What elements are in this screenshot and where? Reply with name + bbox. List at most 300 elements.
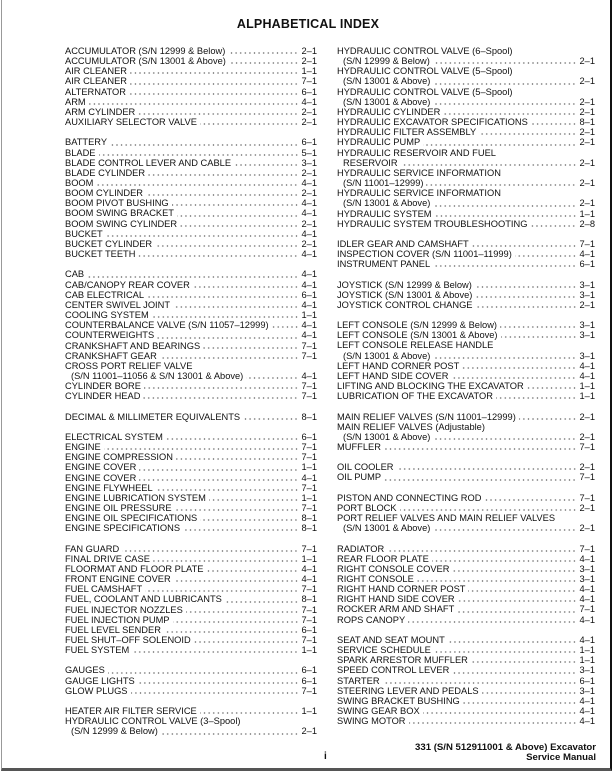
index-entry[interactable] bbox=[65, 178, 317, 188]
index-entry-line bbox=[337, 137, 595, 147]
index-entry-line bbox=[65, 564, 317, 574]
index-entry-title: JOYSTICK (S/N 13001 & Above) bbox=[337, 289, 473, 300]
index-entry[interactable] bbox=[337, 148, 595, 168]
index-entry-page[interactable]: 4–1 bbox=[579, 706, 595, 717]
index-entry-page[interactable]: 7–1 bbox=[301, 634, 317, 645]
index-entry[interactable] bbox=[65, 716, 317, 736]
index-entry-page[interactable]: 1–1 bbox=[301, 66, 317, 77]
index-entry-title: (S/N 13001 & Above) bbox=[343, 198, 431, 209]
index-entry-title: AIR CLEANER bbox=[65, 66, 127, 77]
index-entry[interactable] bbox=[337, 371, 595, 381]
index-entry[interactable] bbox=[337, 645, 595, 655]
index-entry[interactable] bbox=[65, 574, 317, 584]
index-entry-page[interactable]: 7–1 bbox=[301, 381, 317, 392]
index-entry-page[interactable]: 3–1 bbox=[301, 157, 317, 168]
index-entry-page[interactable]: 1–1 bbox=[579, 645, 595, 656]
index-entry[interactable] bbox=[337, 117, 595, 127]
index-entry[interactable] bbox=[65, 56, 317, 66]
index-entry-page[interactable]: 1–1 bbox=[301, 645, 317, 656]
index-entry[interactable] bbox=[65, 168, 317, 178]
index-entry-page[interactable]: 5–1 bbox=[301, 147, 317, 158]
index-entry[interactable] bbox=[65, 513, 317, 523]
dot-leader bbox=[500, 326, 576, 328]
index-entry-page[interactable]: 2–1 bbox=[301, 167, 317, 178]
index-entry-page[interactable]: 8–1 bbox=[301, 523, 317, 534]
index-entry-page[interactable]: 3–1 bbox=[579, 279, 595, 290]
index-entry-page[interactable]: 2–1 bbox=[301, 106, 317, 117]
index-entry[interactable] bbox=[65, 493, 317, 503]
index-entry-page[interactable]: 7–1 bbox=[301, 340, 317, 351]
index-entry-page[interactable]: 2–1 bbox=[579, 198, 595, 209]
index-entry[interactable] bbox=[65, 351, 317, 361]
index-entry-page[interactable]: 3–1 bbox=[579, 320, 595, 331]
index-entry-page[interactable]: 3–1 bbox=[579, 350, 595, 361]
dot-leader bbox=[174, 580, 299, 582]
index-entry[interactable] bbox=[337, 676, 595, 686]
index-entry-page[interactable]: 4–1 bbox=[301, 178, 317, 189]
index-entry-page[interactable]: 2–1 bbox=[301, 726, 317, 737]
index-entry-line bbox=[65, 706, 317, 716]
index-entry-title: SWING BRACKET BUSHING bbox=[337, 695, 460, 706]
index-entry[interactable] bbox=[65, 330, 317, 340]
index-entry-page[interactable]: 2–1 bbox=[579, 127, 595, 138]
index-entry[interactable] bbox=[337, 574, 595, 584]
group-spacer bbox=[337, 452, 595, 462]
index-entry[interactable] bbox=[65, 462, 317, 472]
index-entry-title: PISTON AND CONNECTING ROD bbox=[337, 492, 482, 503]
index-entry[interactable] bbox=[337, 290, 595, 300]
index-entry-page[interactable]: 7–1 bbox=[301, 452, 317, 463]
index-entry-page[interactable]: 4–1 bbox=[579, 370, 595, 381]
index-entry-title: CROSS PORT RELIEF VALVE bbox=[65, 360, 193, 371]
index-entry[interactable] bbox=[337, 107, 595, 117]
index-entry[interactable] bbox=[337, 564, 595, 574]
index-entry-title: HYDRAULIC RESERVOIR AND FUEL bbox=[337, 147, 496, 158]
index-entry[interactable] bbox=[65, 137, 317, 147]
index-entry[interactable] bbox=[65, 198, 317, 208]
index-entry-page[interactable]: 2–1 bbox=[301, 238, 317, 249]
index-entry[interactable] bbox=[65, 605, 317, 615]
index-entry-page[interactable]: 7–1 bbox=[579, 492, 595, 503]
index-entry-page[interactable]: 2–1 bbox=[579, 502, 595, 513]
dot-leader bbox=[106, 235, 299, 237]
index-entry-title: GAUGES bbox=[65, 665, 105, 676]
index-entry-page[interactable]: 6–1 bbox=[301, 624, 317, 635]
index-entry[interactable] bbox=[65, 483, 317, 493]
index-entry[interactable] bbox=[337, 635, 595, 645]
index-entry-title: MAIN RELIEF VALVES (Adjustable) bbox=[337, 421, 485, 432]
index-entry[interactable] bbox=[337, 137, 595, 147]
index-entry[interactable] bbox=[65, 269, 317, 279]
dot-leader bbox=[423, 712, 577, 714]
index-entry[interactable] bbox=[65, 391, 317, 401]
index-entry-page[interactable]: 2–1 bbox=[579, 299, 595, 310]
index-entry-page[interactable]: 6–1 bbox=[301, 431, 317, 442]
page-title: ALPHABETICAL INDEX bbox=[236, 17, 380, 31]
index-entry-page[interactable]: 2–1 bbox=[301, 56, 317, 67]
index-entry[interactable] bbox=[337, 46, 595, 66]
index-entry-line bbox=[337, 493, 595, 503]
index-entry-page[interactable]: 2–1 bbox=[579, 178, 595, 189]
index-entry-page[interactable]: 3–1 bbox=[579, 665, 595, 676]
index-entry-page[interactable]: 2–1 bbox=[301, 117, 317, 128]
index-entry[interactable] bbox=[65, 107, 317, 117]
index-entry-page[interactable]: 4–1 bbox=[579, 716, 595, 727]
dot-leader bbox=[401, 164, 577, 166]
index-entry-line bbox=[337, 513, 595, 523]
index-entry[interactable] bbox=[65, 594, 317, 604]
index-entry-line bbox=[337, 665, 595, 675]
index-entry-page[interactable]: 6–1 bbox=[301, 665, 317, 676]
index-entry-page[interactable]: 3–1 bbox=[579, 289, 595, 300]
dot-leader bbox=[146, 194, 298, 196]
index-entry[interactable] bbox=[337, 706, 595, 716]
index-entry[interactable] bbox=[65, 523, 317, 533]
index-entry[interactable] bbox=[65, 676, 317, 686]
index-entry[interactable] bbox=[337, 584, 595, 594]
index-entry-page[interactable]: 2–1 bbox=[579, 523, 595, 534]
index-entry[interactable] bbox=[65, 625, 317, 635]
index-entry-line bbox=[337, 158, 595, 168]
index-entry-line bbox=[65, 178, 317, 188]
index-entry[interactable] bbox=[65, 249, 317, 259]
index-entry[interactable] bbox=[65, 66, 317, 76]
index-entry-line bbox=[337, 422, 595, 432]
index-entry-page[interactable]: 4–1 bbox=[301, 249, 317, 260]
index-entry-page[interactable]: 7–1 bbox=[579, 604, 595, 615]
index-entry-page[interactable]: 7–1 bbox=[301, 350, 317, 361]
dot-leader bbox=[132, 651, 298, 653]
index-entry-page[interactable]: 7–1 bbox=[301, 604, 317, 615]
index-entry[interactable] bbox=[65, 117, 317, 127]
index-entry-title: ENGINE COMPRESSION bbox=[65, 452, 173, 463]
index-entry-page[interactable]: 7–1 bbox=[301, 442, 317, 453]
index-entry-page[interactable]: 1–1 bbox=[579, 391, 595, 402]
index-entry-line bbox=[337, 117, 595, 127]
index-entry[interactable] bbox=[337, 239, 595, 249]
index-entry[interactable] bbox=[65, 635, 317, 645]
index-entry[interactable] bbox=[65, 554, 317, 564]
index-entry-page[interactable]: 2–1 bbox=[301, 188, 317, 199]
index-entry-page[interactable]: 7–1 bbox=[579, 472, 595, 483]
index-entry[interactable] bbox=[65, 452, 317, 462]
dot-leader bbox=[433, 83, 576, 85]
index-entry-page[interactable]: 4–1 bbox=[579, 249, 595, 260]
index-entry[interactable] bbox=[337, 188, 595, 208]
index-entry-line bbox=[337, 340, 595, 350]
index-entry[interactable] bbox=[337, 361, 595, 371]
dot-leader bbox=[527, 387, 577, 389]
index-entry-page[interactable]: 3–1 bbox=[579, 330, 595, 341]
index-entry-page[interactable]: 2–1 bbox=[579, 137, 595, 148]
index-entry[interactable] bbox=[337, 391, 595, 401]
index-entry[interactable] bbox=[65, 158, 317, 168]
index-entry[interactable] bbox=[65, 584, 317, 594]
index-entry-page[interactable]: 7–1 bbox=[301, 584, 317, 595]
index-entry[interactable] bbox=[337, 615, 595, 625]
index-entry-page[interactable]: 7–1 bbox=[579, 238, 595, 249]
index-entry[interactable] bbox=[337, 442, 595, 452]
index-entry[interactable] bbox=[65, 239, 317, 249]
index-entry-page[interactable]: 1–1 bbox=[301, 553, 317, 564]
index-entry[interactable] bbox=[65, 188, 317, 198]
index-entry[interactable] bbox=[65, 645, 317, 655]
index-entry[interactable] bbox=[337, 168, 595, 188]
index-entry[interactable] bbox=[65, 97, 317, 107]
index-entry[interactable] bbox=[337, 66, 595, 86]
index-entry-page[interactable]: 4–1 bbox=[301, 563, 317, 574]
index-entry[interactable] bbox=[65, 300, 317, 310]
index-entry-title: HYDRAULIC FILTER ASSEMBLY bbox=[337, 127, 477, 138]
index-entry-title: RIGHT HAND CORNER POST bbox=[337, 584, 466, 595]
index-entry-title: RADIATOR bbox=[337, 543, 385, 554]
dot-leader bbox=[160, 357, 299, 359]
index-entry-page[interactable]: 4–1 bbox=[579, 360, 595, 371]
index-entry[interactable] bbox=[337, 604, 595, 614]
index-entry-page[interactable]: 7–1 bbox=[301, 482, 317, 493]
index-entry-page[interactable]: 2–1 bbox=[579, 157, 595, 168]
index-entry-line bbox=[65, 635, 317, 645]
index-entry-page[interactable]: 4–1 bbox=[301, 299, 317, 310]
dot-leader bbox=[176, 458, 299, 460]
index-entry-page[interactable]: 7–1 bbox=[579, 442, 595, 453]
index-entry[interactable] bbox=[337, 209, 595, 219]
index-entry-page[interactable]: 1–1 bbox=[579, 381, 595, 392]
index-entry-line bbox=[65, 290, 317, 300]
index-entry[interactable] bbox=[65, 87, 317, 97]
index-entry-title: BOOM bbox=[65, 178, 94, 189]
index-entry-page[interactable]: 2–1 bbox=[579, 56, 595, 67]
dot-leader bbox=[452, 570, 576, 572]
index-entry-page[interactable]: 4–1 bbox=[301, 370, 317, 381]
index-entry[interactable] bbox=[65, 381, 317, 391]
index-entry[interactable] bbox=[337, 412, 595, 422]
index-entry-title: SEAT AND SEAT MOUNT bbox=[337, 634, 445, 645]
index-entry[interactable] bbox=[337, 259, 595, 269]
index-entry-page[interactable]: 7–1 bbox=[301, 76, 317, 87]
index-entry-page[interactable]: 2–1 bbox=[579, 462, 595, 473]
index-entry-page[interactable]: 4–1 bbox=[301, 320, 317, 331]
index-entry-page[interactable]: 4–1 bbox=[301, 96, 317, 107]
index-entry-page[interactable]: 2–1 bbox=[301, 218, 317, 229]
index-entry-line bbox=[65, 544, 317, 554]
index-entry[interactable] bbox=[65, 280, 317, 290]
index-entry[interactable] bbox=[337, 300, 595, 310]
index-entry-page[interactable]: 4–1 bbox=[301, 269, 317, 280]
index-entry-page[interactable]: 7–1 bbox=[301, 502, 317, 513]
dot-leader bbox=[468, 590, 576, 592]
index-entry[interactable] bbox=[337, 127, 595, 137]
dot-leader bbox=[462, 367, 576, 369]
index-entry-page[interactable]: 6–1 bbox=[579, 259, 595, 270]
index-entry-title: FUEL LEVEL SENDER bbox=[65, 624, 161, 635]
index-entry[interactable] bbox=[337, 716, 595, 726]
group-spacer bbox=[65, 127, 317, 137]
index-entry-page[interactable]: 1–1 bbox=[579, 655, 595, 666]
index-entry-page[interactable]: 7–1 bbox=[301, 685, 317, 696]
index-entry-page[interactable]: 8–1 bbox=[301, 513, 317, 524]
index-entry[interactable] bbox=[337, 696, 595, 706]
index-entry[interactable] bbox=[337, 87, 595, 107]
index-entry-page[interactable]: 7–1 bbox=[579, 543, 595, 554]
index-entry-page[interactable]: 4–1 bbox=[301, 279, 317, 290]
index-entry[interactable] bbox=[65, 208, 317, 218]
index-entry[interactable] bbox=[65, 148, 317, 158]
index-entry-page[interactable]: 2–1 bbox=[301, 46, 317, 56]
index-entry[interactable] bbox=[65, 290, 317, 300]
index-entry[interactable] bbox=[65, 686, 317, 696]
index-entry[interactable] bbox=[65, 320, 317, 330]
index-entry-page[interactable]: 4–1 bbox=[579, 614, 595, 625]
index-entry[interactable] bbox=[65, 341, 317, 351]
index-entry[interactable] bbox=[337, 219, 595, 229]
index-entry[interactable] bbox=[337, 665, 595, 675]
index-entry-line bbox=[65, 574, 317, 584]
index-entry[interactable] bbox=[337, 340, 595, 360]
index-entry-page[interactable]: 3–1 bbox=[579, 685, 595, 696]
index-entry-page[interactable]: 1–1 bbox=[301, 492, 317, 503]
index-entry-page[interactable]: 4–1 bbox=[579, 584, 595, 595]
index-entry[interactable] bbox=[337, 320, 595, 330]
index-entry-title: OIL COOLER bbox=[337, 462, 394, 473]
index-entry[interactable] bbox=[65, 310, 317, 320]
index-entry-title: ELECTRICAL SYSTEM bbox=[65, 431, 163, 442]
index-entry[interactable] bbox=[65, 46, 317, 56]
index-entry-page[interactable]: 4–1 bbox=[301, 198, 317, 209]
index-entry-title: HYDRAULIC CONTROL VALVE (3–Spool) bbox=[65, 716, 241, 727]
index-entry[interactable] bbox=[65, 706, 317, 716]
index-entry-page[interactable]: 8–1 bbox=[301, 594, 317, 605]
dot-leader bbox=[452, 672, 576, 674]
index-entry-page[interactable]: 7–1 bbox=[301, 391, 317, 402]
index-entry[interactable] bbox=[65, 615, 317, 625]
index-entry-line bbox=[65, 605, 317, 615]
index-entry[interactable] bbox=[337, 544, 595, 554]
index-entry-page[interactable]: 2–1 bbox=[579, 106, 595, 117]
dot-leader bbox=[519, 418, 577, 420]
index-entry-page[interactable]: 1–1 bbox=[301, 310, 317, 321]
index-entry-title: BOOM SWING CYLINDER bbox=[65, 218, 178, 229]
index-entry-page[interactable]: 6–1 bbox=[301, 289, 317, 300]
index-entry-page[interactable]: 6–1 bbox=[301, 86, 317, 97]
dot-leader bbox=[139, 469, 298, 471]
index-entry[interactable] bbox=[337, 330, 595, 340]
index-entry-page[interactable]: 4–1 bbox=[579, 634, 595, 645]
index-entry[interactable] bbox=[65, 361, 317, 381]
index-entry[interactable] bbox=[65, 544, 317, 554]
index-entry[interactable] bbox=[337, 249, 595, 259]
dot-leader bbox=[130, 83, 298, 85]
index-entry-title: PORT BLOCK bbox=[337, 502, 397, 513]
dot-leader bbox=[433, 205, 576, 207]
index-entry-page[interactable]: 2–1 bbox=[579, 411, 595, 422]
dot-leader bbox=[143, 397, 298, 399]
dot-leader bbox=[200, 712, 299, 714]
index-entry[interactable] bbox=[337, 594, 595, 604]
index-entry-page[interactable]: 8–1 bbox=[579, 117, 595, 128]
index-entry-title: LEFT CONSOLE RELEASE HANDLE bbox=[337, 340, 494, 351]
index-entry[interactable] bbox=[337, 462, 595, 472]
index-entry-page[interactable]: 7–1 bbox=[301, 543, 317, 554]
index-entry[interactable] bbox=[65, 229, 317, 239]
index-entry[interactable] bbox=[337, 280, 595, 290]
index-entry[interactable] bbox=[337, 554, 595, 564]
index-entry-line bbox=[337, 290, 595, 300]
index-entry-line bbox=[65, 198, 317, 208]
index-entry-page[interactable]: 2–8 bbox=[579, 218, 595, 229]
index-entry-title: HEATER AIR FILTER SERVICE bbox=[65, 706, 197, 717]
index-entry[interactable] bbox=[65, 473, 317, 483]
dot-leader bbox=[246, 377, 298, 379]
index-entry-page[interactable]: 3–1 bbox=[579, 574, 595, 585]
index-entry[interactable] bbox=[337, 381, 595, 391]
index-entry-title: STARTER bbox=[337, 675, 380, 686]
index-entry-line bbox=[337, 391, 595, 401]
index-entry-page[interactable]: 2–1 bbox=[579, 96, 595, 107]
index-entry-page[interactable]: 4–1 bbox=[301, 228, 317, 239]
index-entry-title: FUEL INJECTION PUMP bbox=[65, 614, 170, 625]
index-entry[interactable] bbox=[337, 503, 595, 513]
index-entry[interactable] bbox=[65, 665, 317, 675]
index-entry-line bbox=[65, 148, 317, 158]
index-entry-line bbox=[65, 66, 317, 76]
index-entry-page[interactable]: 1–1 bbox=[301, 706, 317, 717]
index-entry[interactable] bbox=[65, 503, 317, 513]
index-entry[interactable] bbox=[65, 412, 317, 422]
index-entry[interactable] bbox=[65, 76, 317, 86]
index-entry-title: (S/N 12999 & Below) bbox=[71, 726, 158, 737]
index-entry-title: ROCKER ARM AND SHAFT bbox=[337, 604, 455, 615]
index-entry-page[interactable]: 8–1 bbox=[301, 411, 317, 422]
index-entry[interactable] bbox=[65, 564, 317, 574]
dot-leader bbox=[433, 438, 576, 440]
index-entry-page[interactable]: 4–1 bbox=[301, 472, 317, 483]
index-entry-title: CYLINDER BORE bbox=[65, 381, 141, 392]
dot-leader bbox=[443, 113, 576, 115]
index-entry-page[interactable]: 4–1 bbox=[301, 208, 317, 219]
dot-leader bbox=[138, 255, 298, 257]
index-entry[interactable] bbox=[337, 493, 595, 503]
index-entry-page[interactable]: 6–1 bbox=[301, 675, 317, 686]
index-entry-page[interactable]: 1–1 bbox=[301, 462, 317, 473]
index-entry-page[interactable]: 4–1 bbox=[579, 594, 595, 605]
index-entry-page[interactable]: 3–1 bbox=[579, 563, 595, 574]
index-entry-line bbox=[65, 229, 317, 239]
index-entry-page[interactable]: 4–1 bbox=[301, 330, 317, 341]
index-entry-page[interactable]: 4–1 bbox=[301, 574, 317, 585]
index-entry-page[interactable]: 4–1 bbox=[579, 695, 595, 706]
index-entry[interactable] bbox=[337, 422, 595, 442]
index-entry-page[interactable]: 2–1 bbox=[579, 76, 595, 87]
dot-leader bbox=[433, 265, 576, 267]
index-entry[interactable] bbox=[65, 442, 317, 452]
index-entry-page[interactable]: 6–1 bbox=[301, 137, 317, 148]
index-entry-line bbox=[65, 391, 317, 401]
dot-leader bbox=[458, 600, 577, 602]
index-entry-page[interactable]: 7–1 bbox=[301, 614, 317, 625]
index-entry-title: BATTERY bbox=[65, 137, 108, 148]
index-entry[interactable] bbox=[65, 219, 317, 229]
index-entry-page[interactable]: 2–1 bbox=[579, 431, 595, 442]
index-entry[interactable] bbox=[337, 472, 595, 482]
index-entry[interactable] bbox=[337, 513, 595, 533]
index-entry-page[interactable]: 1–1 bbox=[579, 208, 595, 219]
index-entry[interactable] bbox=[65, 432, 317, 442]
index-entry[interactable] bbox=[337, 686, 595, 696]
index-entry[interactable] bbox=[337, 655, 595, 665]
index-entry-page[interactable]: 6–1 bbox=[579, 675, 595, 686]
index-entry-page[interactable]: 4–1 bbox=[579, 553, 595, 564]
